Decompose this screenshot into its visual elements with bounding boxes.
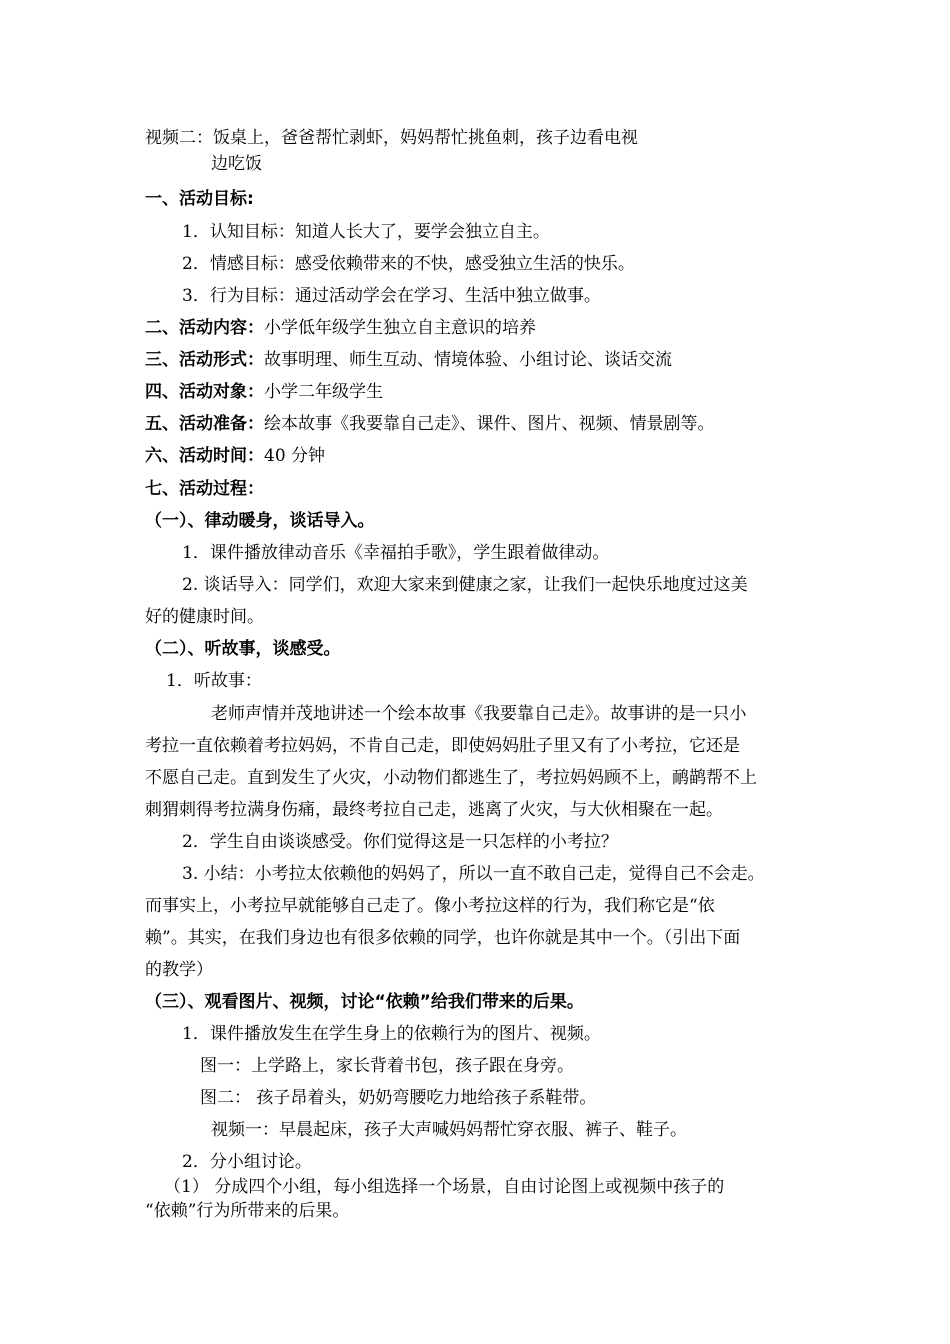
part1-item2-line1: 2. 谈话导入：同学们，欢迎大家来到健康之家，让我们一起快乐地度过这美	[182, 575, 748, 595]
story-line-4: 刺猬刺得考拉满身伤痛，最终考拉自己走，逃离了火灾，与大伙相聚在一起。	[145, 800, 723, 820]
part2-item1: 1．听故事：	[166, 671, 262, 691]
info-preparation	[145, 413, 715, 435]
story-line-2: 考拉一直依赖着考拉妈妈，不肯自己走，即使妈妈肚子里又有了小考拉，它还是	[145, 736, 740, 756]
part1-heading: （一）、律动暖身，谈话导入。	[145, 511, 375, 531]
info-value: 40 分钟	[264, 446, 326, 466]
summary-line-2: 而事实上，小考拉早就能够自己走了。像小考拉这样的行为，我们称它是“依	[145, 896, 715, 916]
part2-heading: （二）、听故事，谈感受。	[145, 639, 341, 659]
story-line-3: 不愿自己走。直到发生了火灾，小动物们都逃生了，考拉妈妈顾不上，鸸鹋帮不上	[145, 768, 757, 788]
info-value: 小学二年级学生	[264, 382, 383, 402]
part3-heading: （三）、观看图片、视频，讨论“依赖”给我们带来的后果。	[145, 992, 584, 1012]
summary-line-3: 赖”。其实，在我们身边也有很多依赖的同学，也许你就是其中一个。（引出下面	[145, 928, 741, 948]
info-time	[145, 445, 325, 467]
info-label: 六、活动时间：	[145, 446, 264, 466]
summary-line-4: 的教学）	[145, 960, 213, 980]
goal-item-1: 1．认知目标：知道人长大了，要学会独立自主。	[182, 222, 550, 242]
story-line-1: 老师声情并茂地讲述一个绘本故事《我要靠自己走》。故事讲的是一只小	[211, 704, 747, 724]
info-label: 五、活动准备：	[145, 414, 264, 434]
picture-2-text: 图二： 孩子昂着头，奶奶弯腰吃力地给孩子系鞋带。	[200, 1088, 597, 1108]
part3-item2: 2．分小组讨论。	[182, 1152, 312, 1172]
picture-1-text: 图一：上学路上，家长背着书包，孩子跟在身旁。	[200, 1056, 574, 1076]
goals-heading: 一、活动目标:	[145, 189, 254, 209]
part3-sub1-line2: “依赖”行为所带来的后果。	[145, 1201, 350, 1221]
part1-item2-line2: 好的健康时间。	[145, 607, 264, 627]
part3-item1: 1．课件播放发生在学生身上的依赖行为的图片、视频。	[182, 1024, 601, 1044]
goal-item-2: 2．情感目标：感受依赖带来的不快，感受独立生活的快乐。	[182, 254, 635, 274]
video-1-text: 视频一：早晨起床，孩子大声喊妈妈帮忙穿衣服、裤子、鞋子。	[211, 1120, 687, 1140]
video2-text-line1: 视频二：饭桌上，爸爸帮忙剥虾，妈妈帮忙挑鱼刺，孩子边看电视	[145, 128, 638, 148]
info-value: 绘本故事《我要靠自己走》、课件、图片、视频、情景剧等。	[264, 414, 715, 434]
summary-line-1: 3. 小结：小考拉太依赖他的妈妈了，所以一直不敢自己走，觉得自己不会走。	[182, 864, 765, 884]
info-label: 三、活动形式：	[145, 350, 264, 370]
info-label: 二、活动内容：	[145, 318, 264, 338]
process-heading: 七、活动过程：	[145, 479, 264, 499]
video2-text-line2: 边吃饭	[211, 154, 262, 174]
part2-item2: 2．学生自由谈谈感受。你们觉得这是一只怎样的小考拉？	[182, 832, 618, 852]
info-value: 故事明理、师生互动、情境体验、小组讨论、谈话交流	[264, 350, 672, 370]
info-label: 四、活动对象：	[145, 382, 264, 402]
part1-item1: 1．课件播放律动音乐《幸福拍手歌》，学生跟着做律动。	[182, 543, 610, 563]
part3-sub1-line1: （1） 分成四个小组，每小组选择一个场景，自由讨论图上或视频中孩子的	[164, 1177, 725, 1197]
info-form	[145, 349, 672, 371]
goal-item-3: 3．行为目标：通过活动学会在学习、生活中独立做事。	[182, 286, 601, 306]
info-content	[145, 317, 536, 339]
info-audience	[145, 381, 383, 403]
info-value: 小学低年级学生独立自主意识的培养	[264, 318, 536, 338]
